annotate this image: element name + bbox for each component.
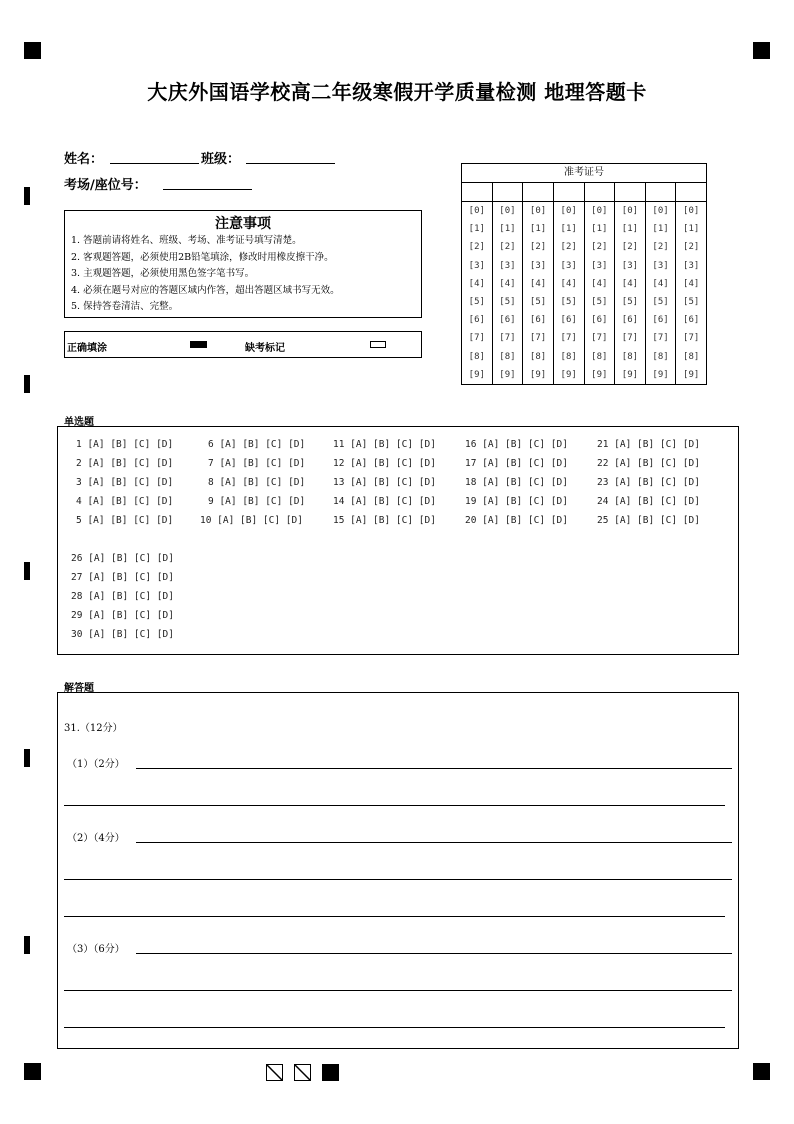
- exam-id-digit-bubble[interactable]: [7]: [683, 333, 700, 344]
- choice-question[interactable]: 25 [A] [B] [C] [D]: [597, 515, 700, 526]
- choice-question[interactable]: 2 [A] [B] [C] [D]: [76, 458, 174, 469]
- exam-id-write-box[interactable]: [676, 183, 706, 202]
- exam-id-digit-bubble[interactable]: [9]: [621, 369, 639, 380]
- exam-id-digit-bubble[interactable]: [0]: [529, 206, 547, 216]
- choice-question[interactable]: 14 [A] [B] [C] [D]: [333, 496, 436, 507]
- exam-id-digit-bubble[interactable]: [8]: [499, 351, 516, 362]
- exam-id-digit-bubble[interactable]: [3]: [591, 260, 608, 271]
- essay-question-number: 31.（12分）: [64, 723, 123, 734]
- exam-id-digit-bubble[interactable]: [9]: [529, 369, 547, 380]
- choice-question[interactable]: 16 [A] [B] [C] [D]: [465, 439, 568, 450]
- exam-id-digit-bubble[interactable]: [1]: [499, 224, 516, 235]
- choice-question[interactable]: 27 [A] [B] [C] [D]: [71, 572, 174, 583]
- choice-question[interactable]: 21 [A] [B] [C] [D]: [597, 439, 700, 450]
- choice-question[interactable]: 7 [A] [B] [C] [D]: [208, 458, 306, 469]
- exam-id-write-box[interactable]: [523, 183, 553, 202]
- exam-id-digit-bubble[interactable]: [6]: [621, 315, 639, 326]
- exam-id-digit-bubble[interactable]: [6]: [529, 315, 547, 326]
- choice-question[interactable]: 13 [A] [B] [C] [D]: [333, 477, 436, 488]
- class-field[interactable]: [246, 149, 335, 164]
- correct-fill-label: 正确填涂: [67, 343, 107, 354]
- choice-question[interactable]: 3 [A] [B] [C] [D]: [76, 477, 174, 488]
- choice-question[interactable]: 28 [A] [B] [C] [D]: [71, 591, 174, 602]
- essay-part-label: （2）（4分）: [67, 833, 125, 844]
- exam-id-digit-bubble[interactable]: [2]: [560, 242, 577, 253]
- exam-id-digit-bubble[interactable]: [8]: [468, 351, 485, 362]
- exam-id-digit-bubble[interactable]: [1]: [529, 224, 547, 235]
- exam-id-write-box[interactable]: [462, 183, 492, 202]
- choice-question[interactable]: 9 [A] [B] [C] [D]: [208, 496, 306, 507]
- choice-question[interactable]: 22 [A] [B] [C] [D]: [597, 458, 700, 469]
- answer-line[interactable]: [136, 768, 732, 769]
- exam-id-digit-bubble[interactable]: [2]: [683, 242, 700, 253]
- exam-id-digit-bubble[interactable]: [6]: [652, 315, 669, 326]
- exam-id-digit-bubble[interactable]: [9]: [591, 369, 608, 380]
- exam-id-digit-bubble[interactable]: [3]: [683, 260, 700, 271]
- exam-id-digit-bubble[interactable]: [7]: [591, 333, 608, 344]
- exam-id-digit-bubble[interactable]: [3]: [621, 260, 639, 271]
- exam-id-digit-bubble[interactable]: [3]: [652, 260, 669, 271]
- exam-id-digit-bubble[interactable]: [1]: [468, 224, 485, 235]
- correct-fill-sample: [190, 341, 207, 348]
- exam-id-digit-bubble[interactable]: [0]: [499, 206, 516, 216]
- exam-id-column: [646, 183, 677, 384]
- choice-question[interactable]: 12 [A] [B] [C] [D]: [333, 458, 436, 469]
- name-label: 姓名：: [64, 152, 104, 167]
- choice-question[interactable]: 20 [A] [B] [C] [D]: [465, 515, 568, 526]
- exam-id-digit-bubble[interactable]: [1]: [652, 224, 669, 235]
- exam-id-digit-bubble[interactable]: [9]: [560, 369, 577, 380]
- notice-title: 注意事项: [215, 216, 271, 232]
- exam-id-digit-bubble[interactable]: [5]: [529, 296, 547, 307]
- exam-id-digit-bubble[interactable]: [5]: [499, 296, 516, 307]
- exam-id-digit-bubble[interactable]: [4]: [621, 278, 639, 289]
- notice-box: [64, 210, 422, 318]
- exam-id-digit-bubble[interactable]: [8]: [529, 351, 547, 362]
- exam-id-digit-bubble[interactable]: [5]: [683, 296, 700, 307]
- corner-mark-top-right: [753, 42, 770, 59]
- exam-id-digit-bubble[interactable]: [4]: [652, 278, 669, 289]
- exam-id-digit-bubble[interactable]: [1]: [621, 224, 639, 235]
- exam-id-digit-bubble[interactable]: [7]: [468, 333, 485, 344]
- choice-question[interactable]: 17 [A] [B] [C] [D]: [465, 458, 568, 469]
- corner-mark-bottom-left: [24, 1063, 41, 1080]
- exam-id-digit-bubble[interactable]: [3]: [529, 260, 547, 271]
- exam-id-digit-bubble[interactable]: [4]: [683, 278, 700, 289]
- exam-id-digit-bubble[interactable]: [3]: [499, 260, 516, 271]
- choice-question[interactable]: 23 [A] [B] [C] [D]: [597, 477, 700, 488]
- choice-question[interactable]: 1 [A] [B] [C] [D]: [76, 439, 174, 450]
- choice-question[interactable]: 24 [A] [B] [C] [D]: [597, 496, 700, 507]
- exam-id-column: [462, 183, 493, 384]
- exam-id-digit-bubble[interactable]: [8]: [560, 351, 577, 362]
- exam-id-digit-bubble[interactable]: [2]: [468, 242, 485, 253]
- exam-id-column: [676, 183, 706, 384]
- exam-id-digit-bubble[interactable]: [9]: [683, 369, 700, 380]
- class-label: 班级：: [201, 152, 241, 167]
- choice-question[interactable]: 18 [A] [B] [C] [D]: [465, 477, 568, 488]
- seat-field[interactable]: [163, 175, 252, 190]
- choice-question[interactable]: 4 [A] [B] [C] [D]: [76, 496, 174, 507]
- exam-id-title: 准考证号: [462, 164, 706, 183]
- page-indicator-crossed: [266, 1064, 283, 1081]
- exam-id-digit-bubble[interactable]: [8]: [683, 351, 700, 362]
- exam-id-digit-bubble[interactable]: [1]: [560, 224, 577, 235]
- exam-id-digit-bubble[interactable]: [3]: [468, 260, 485, 271]
- exam-id-digit-bubble[interactable]: [4]: [560, 278, 577, 289]
- exam-id-digit-bubble[interactable]: [3]: [560, 260, 577, 271]
- exam-id-digit-bubble[interactable]: [5]: [468, 296, 485, 307]
- choice-question[interactable]: 11 [A] [B] [C] [D]: [333, 439, 436, 450]
- exam-id-digit-bubble[interactable]: [9]: [499, 369, 516, 380]
- exam-id-digit-bubble[interactable]: [2]: [591, 242, 608, 253]
- exam-id-digit-bubble[interactable]: [2]: [621, 242, 639, 253]
- notice-item: 5. 保持答卷清洁、完整。: [71, 301, 179, 312]
- answer-line[interactable]: [64, 916, 725, 917]
- page-indicator-crossed: [294, 1064, 311, 1081]
- single-choice-area: [57, 426, 739, 655]
- name-field[interactable]: [110, 149, 199, 164]
- exam-id-write-box[interactable]: [554, 183, 584, 202]
- exam-id-digit-bubble[interactable]: [6]: [468, 315, 485, 326]
- choice-question[interactable]: 26 [A] [B] [C] [D]: [71, 553, 174, 564]
- answer-line[interactable]: [64, 805, 725, 806]
- choice-question[interactable]: 6 [A] [B] [C] [D]: [208, 439, 306, 450]
- exam-id-column: [493, 183, 524, 384]
- exam-id-digit-bubble[interactable]: [4]: [591, 278, 608, 289]
- essay-area[interactable]: [57, 692, 739, 1049]
- choice-question[interactable]: 10 [A] [B] [C] [D]: [200, 515, 303, 526]
- exam-id-column: [615, 183, 646, 384]
- choice-question[interactable]: 5 [A] [B] [C] [D]: [76, 515, 174, 526]
- choice-question[interactable]: 30 [A] [B] [C] [D]: [71, 629, 174, 640]
- notice-item: 4. 必须在题号对应的答题区域内作答，超出答题区域书写无效。: [71, 284, 340, 296]
- exam-id-digit-bubble[interactable]: [0]: [683, 206, 700, 216]
- exam-id-digit-bubble[interactable]: [7]: [621, 333, 639, 344]
- answer-line[interactable]: [64, 990, 732, 991]
- exam-id-digit-bubble[interactable]: [0]: [560, 206, 577, 216]
- page-title: 大庆外国语学校高二年级寒假开学质量检测 地理答题卡: [147, 80, 647, 104]
- exam-id-digit-bubble[interactable]: [0]: [652, 206, 669, 216]
- exam-id-digit-bubble[interactable]: [8]: [621, 351, 639, 362]
- exam-id-digit-bubble[interactable]: [6]: [683, 315, 700, 326]
- exam-id-digit-bubble[interactable]: [7]: [529, 333, 547, 344]
- notice-item: 1. 答题前请将姓名、班级、考场、准考证号填写清楚。: [71, 235, 302, 246]
- exam-id-digit-bubble[interactable]: [6]: [591, 315, 608, 326]
- side-mark: [24, 936, 30, 954]
- exam-id-digit-bubble[interactable]: [5]: [652, 296, 669, 307]
- exam-id-digit-bubble[interactable]: [4]: [499, 278, 516, 289]
- notice-item: 2. 客观题答题，必须使用2B铅笔填涂，修改时用橡皮擦干净。: [71, 251, 334, 263]
- exam-id-digit-bubble[interactable]: [2]: [652, 242, 669, 253]
- exam-id-digit-bubble[interactable]: [8]: [591, 351, 608, 362]
- notice-item: 3. 主观题答题，必须使用黑色签字笔书写。: [71, 268, 255, 279]
- side-mark: [24, 562, 30, 580]
- page-indicator-filled: [322, 1064, 339, 1081]
- single-choice-label: 单选题: [64, 417, 94, 428]
- exam-id-digit-bubble[interactable]: [2]: [499, 242, 516, 253]
- exam-id-digit-bubble[interactable]: [7]: [652, 333, 669, 344]
- corner-mark-top-left: [24, 42, 41, 59]
- exam-id-write-box[interactable]: [585, 183, 615, 202]
- essay-label: 解答题: [64, 683, 94, 694]
- exam-id-digit-bubble[interactable]: [7]: [560, 333, 577, 344]
- corner-mark-bottom-right: [753, 1063, 770, 1080]
- fill-legend: [64, 331, 422, 358]
- exam-id-write-box[interactable]: [615, 183, 645, 202]
- choice-question[interactable]: 8 [A] [B] [C] [D]: [208, 477, 306, 488]
- exam-id-digit-bubble[interactable]: [4]: [468, 278, 485, 289]
- answer-line[interactable]: [64, 1027, 725, 1028]
- choice-question[interactable]: 19 [A] [B] [C] [D]: [465, 496, 568, 507]
- exam-id-digit-bubble[interactable]: [5]: [621, 296, 639, 307]
- seat-label: 考场/座位号：: [64, 178, 147, 193]
- answer-line[interactable]: [64, 879, 732, 880]
- exam-id-digit-bubble[interactable]: [2]: [529, 242, 547, 253]
- answer-line[interactable]: [136, 842, 732, 843]
- exam-id-digit-bubble[interactable]: [1]: [683, 224, 700, 235]
- exam-id-digit-bubble[interactable]: [0]: [591, 206, 608, 216]
- essay-part-label: （1）（2分）: [67, 759, 125, 770]
- exam-id-grid: [461, 163, 707, 385]
- side-mark: [24, 375, 30, 393]
- exam-id-write-box[interactable]: [646, 183, 676, 202]
- absent-mark-box[interactable]: [370, 341, 386, 348]
- exam-id-digit-bubble[interactable]: [0]: [621, 206, 639, 216]
- exam-id-digit-bubble[interactable]: [5]: [560, 296, 577, 307]
- exam-id-digit-bubble[interactable]: [9]: [652, 369, 669, 380]
- exam-id-digit-bubble[interactable]: [5]: [591, 296, 608, 307]
- exam-id-digit-bubble[interactable]: [4]: [529, 278, 547, 289]
- side-mark: [24, 749, 30, 767]
- exam-id-digit-bubble[interactable]: [6]: [499, 315, 516, 326]
- choice-question[interactable]: 29 [A] [B] [C] [D]: [71, 610, 174, 621]
- exam-id-digit-bubble[interactable]: [6]: [560, 315, 577, 326]
- exam-id-digit-bubble[interactable]: [9]: [468, 369, 485, 380]
- exam-id-write-box[interactable]: [493, 183, 523, 202]
- exam-id-digit-bubble[interactable]: [7]: [499, 333, 516, 344]
- exam-id-digit-bubble[interactable]: [1]: [591, 224, 608, 235]
- absent-mark-label: 缺考标记: [245, 343, 285, 354]
- answer-line[interactable]: [136, 953, 732, 954]
- exam-id-column: [585, 183, 616, 384]
- essay-part-label: （3）（6分）: [67, 944, 125, 955]
- side-mark: [24, 187, 30, 205]
- exam-id-column: [523, 183, 554, 384]
- exam-id-digit-bubble[interactable]: [0]: [468, 206, 485, 216]
- exam-id-digit-bubble[interactable]: [8]: [652, 351, 669, 362]
- exam-id-column: [554, 183, 585, 384]
- choice-question[interactable]: 15 [A] [B] [C] [D]: [333, 515, 436, 526]
